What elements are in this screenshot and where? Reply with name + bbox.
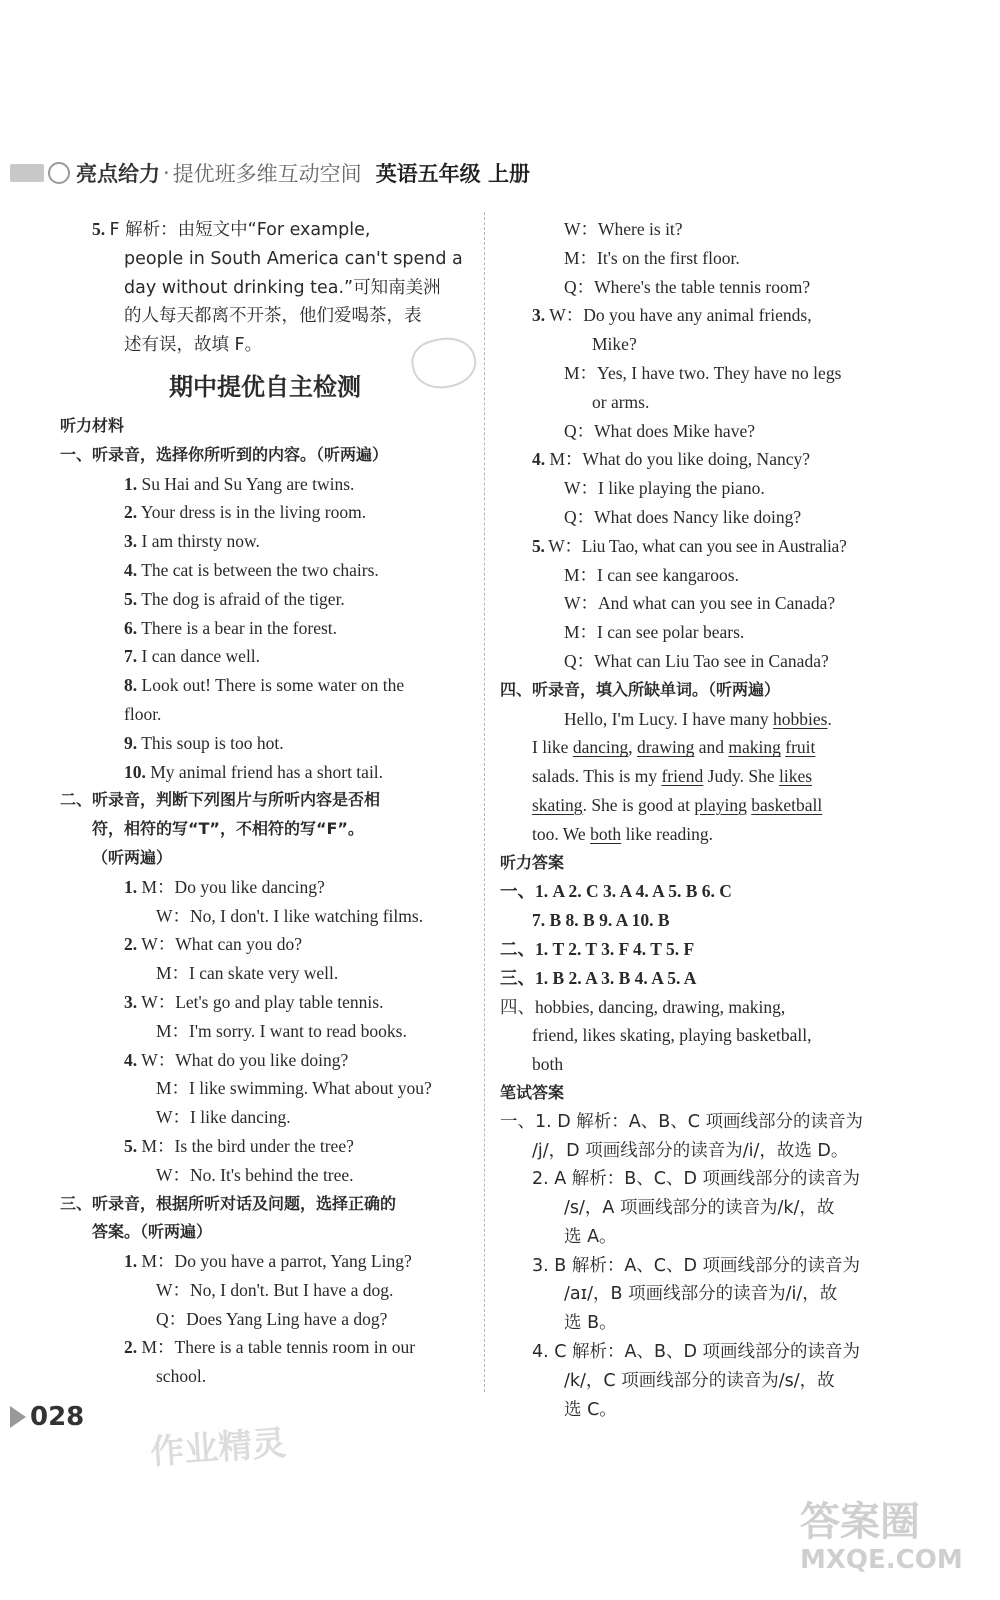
- dialog-line: 5. W：Liu Tao, what can you see in Australia?: [532, 535, 847, 556]
- listening-material-heading: 听力材料: [60, 415, 125, 435]
- list-item: 2. Your dress is in the living room.: [124, 502, 367, 523]
- right-column: [500, 215, 890, 1424]
- answer-line: 2. A 解析：B、C、D 项画线部分的读音为: [532, 1169, 861, 1190]
- dialog-line: Q：Where's the table tennis room?: [564, 276, 811, 297]
- list-item: 1. Su Hai and Su Yang are twins.: [124, 473, 355, 494]
- answer-word: playing: [694, 794, 747, 815]
- answer-row: 三、1. B 2. A 3. B 4. A 5. A: [500, 967, 697, 988]
- dialog-line: M：It's on the first floor.: [564, 247, 740, 268]
- dialog-line: 3. W：Let's go and play table tennis.: [124, 991, 384, 1012]
- list-item: 9. This soup is too hot.: [124, 732, 284, 753]
- dialog-line: 4. W：What do you like doing?: [124, 1049, 349, 1070]
- dialog-line: W：Where is it?: [564, 219, 683, 239]
- answer-line: 4. C 解析：A、B、D 项画线部分的读音为: [532, 1342, 861, 1363]
- dialog-line: or arms.: [592, 391, 650, 412]
- answer-word: friend: [661, 766, 704, 787]
- list-item: 6. There is a bear in the forest.: [124, 617, 338, 638]
- answer-line: 3. B 解析：A、C、D 项画线部分的读音为: [532, 1255, 861, 1276]
- dialog-line: 2. W：What can you do?: [124, 934, 303, 955]
- part2-heading: 二、听录音，判断下列图片与所听内容是否相 符，相符的写“T”，不相符的写“F”。 （听两遍）: [60, 790, 381, 867]
- play-triangle-icon: [10, 1406, 26, 1428]
- watermark-url: MXQE.COM: [800, 1545, 963, 1575]
- part1-heading: 一、听录音，选择你所听到的内容。（听两遍）: [60, 444, 389, 464]
- answer-word: drawing: [636, 737, 695, 758]
- answer-word: both: [590, 823, 622, 844]
- answer-row: 四、hobbies, dancing, drawing, making,: [500, 996, 786, 1017]
- list-item: 4. The cat is between the two chairs.: [124, 559, 379, 580]
- dialog-line: W：And what can you see in Canada?: [564, 593, 836, 614]
- answer-row: 7. B 8. B 9. A 10. B: [532, 910, 670, 931]
- answer-word: skating: [532, 794, 583, 815]
- page-header: [10, 158, 530, 188]
- header-brand: 亮点给力: [76, 162, 160, 186]
- answer-line: /s/，A 项画线部分的读音为/k/，故: [564, 1198, 835, 1219]
- list-item: 3. I am thirsty now.: [124, 531, 260, 552]
- answer-line: /aɪ/，B 项画线部分的读音为/i/，故: [564, 1284, 838, 1305]
- dialog-line: 3. W：Do you have any animal friends,: [532, 305, 812, 326]
- explanation-line: people in South America can't spend a: [124, 248, 463, 269]
- dialog-line: M：Yes, I have two. They have no legs: [564, 362, 842, 383]
- answer-word: dancing: [572, 737, 629, 758]
- dialog-line: Mike?: [592, 334, 637, 355]
- column-divider: [484, 212, 485, 1392]
- dialog-line: 1. M：Do you like dancing?: [124, 876, 325, 897]
- answer-item-5: [60, 215, 470, 360]
- answer-line: /k/，C 项画线部分的读音为/s/，故: [564, 1370, 835, 1391]
- answer-line: 选 C。: [564, 1399, 617, 1420]
- answer-word: making: [728, 737, 781, 758]
- part3-dialogs: [60, 1247, 470, 1391]
- listening-answers-heading: 听力答案: [500, 852, 565, 872]
- answer-row: both: [532, 1054, 564, 1075]
- answer-line: 选 A。: [564, 1226, 617, 1247]
- answer-word: fruit: [785, 737, 816, 758]
- list-item-continuation: floor.: [124, 703, 162, 724]
- list-item: 8. Look out! There is some water on the: [124, 675, 405, 696]
- list-item: 7. I can dance well.: [124, 646, 261, 667]
- dialog-line: M：I can see kangaroos.: [564, 564, 739, 585]
- dialog-line: Q：What does Nancy like doing?: [564, 506, 802, 527]
- left-column: [60, 215, 470, 1391]
- answer-row: friend, likes skating, playing basketball,: [532, 1025, 812, 1046]
- dialog-line: W：No, I don't. I like watching films.: [156, 905, 424, 926]
- dialog-line: 2. M：There is a table tennis room in our: [124, 1337, 416, 1358]
- written-answers: [500, 1108, 890, 1425]
- dialog-line: W：No. It's behind the tree.: [156, 1164, 354, 1185]
- dialog-line: 1. M：Do you have a parrot, Yang Ling?: [124, 1251, 412, 1272]
- dialog-line: M：I can see polar bears.: [564, 622, 745, 643]
- dialog-line: 4. M：What do you like doing, Nancy?: [532, 449, 811, 470]
- dialog-line: M：I can skate very well.: [156, 963, 339, 984]
- explanation-line: 述有误，故填 F。: [124, 335, 263, 356]
- page-number-text: 028: [30, 1402, 85, 1432]
- item-number: 5.: [92, 219, 106, 239]
- watermark-right: 答案圈: [800, 1499, 920, 1545]
- dialog-line: Q：What can Liu Tao see in Canada?: [564, 650, 829, 671]
- dialog-line: W：No, I don't. But I have a dog.: [156, 1279, 394, 1300]
- watermark-left: 作业精灵: [149, 1423, 288, 1473]
- dialog-line: M：I'm sorry. I want to read books.: [156, 1020, 407, 1041]
- dialog-line: 5. M：Is the bird under the tree?: [124, 1135, 354, 1156]
- part4-passage: Hello, I'm Lucy. I have many hobbies. I like dancing, drawing and making fruit salads. This is my friend Judy. She likes skating. She is good at playing basketball too. We both like reading.: [532, 708, 832, 844]
- answer-word: likes: [778, 766, 813, 787]
- dialog-line: M：I like swimming. What about you?: [156, 1078, 432, 1099]
- dialog-line: school.: [156, 1366, 207, 1387]
- listening-answers: [500, 877, 890, 1079]
- header-subtitle: 提优班多维互动空间: [172, 162, 362, 186]
- answer-line: 一、1. D 解析：A、B、C 项画线部分的读音为: [500, 1111, 864, 1132]
- answer-word: hobbies: [773, 708, 828, 729]
- header-separator: ·: [163, 161, 170, 185]
- dialog-line: W：I like playing the piano.: [564, 478, 765, 499]
- part2-dialogs: [60, 873, 470, 1190]
- answer-line: 选 B。: [564, 1313, 617, 1334]
- part4-heading: 四、听录音，填入所缺单词。（听两遍）: [500, 679, 781, 699]
- brand-logo-icon: [48, 162, 70, 184]
- dialog-line: Q：Does Yang Ling have a dog?: [156, 1308, 388, 1329]
- list-item: 5. The dog is afraid of the tiger.: [124, 588, 345, 609]
- part3-heading: 三、听录音，根据所听对话及问题，选择正确的 答案。（听两遍）: [60, 1193, 397, 1242]
- answer-row: 二、1. T 2. T 3. F 4. T 5. F: [500, 938, 695, 959]
- answer-line: /j/，D 项画线部分的读音为/i/，故选 D。: [532, 1140, 849, 1161]
- page-number: [10, 1402, 84, 1432]
- written-answers-heading: 笔试答案: [500, 1082, 565, 1102]
- explanation-line: 的人每天都离不开茶，他们爱喝茶，表: [124, 306, 422, 327]
- dialog-line: W：I like dancing.: [156, 1107, 291, 1128]
- answer-row: 一、1. A 2. C 3. A 4. A 5. B 6. C: [500, 881, 732, 902]
- explanation-line: F 解析：由短文中“For example,: [109, 220, 371, 240]
- test-title: 期中提优自主检测: [169, 372, 361, 401]
- header-decoration-bar: [10, 164, 44, 182]
- part1-list: [60, 470, 470, 787]
- dialog-line: Q：What does Mike have?: [564, 420, 755, 441]
- answer-word: basketball: [751, 794, 823, 815]
- part3-continued: [500, 215, 890, 676]
- explanation-line: day without drinking tea.”可知南美洲: [124, 277, 441, 298]
- list-item: 10. My animal friend has a short tail.: [124, 761, 384, 782]
- header-book-title: 英语五年级 上册: [375, 162, 530, 186]
